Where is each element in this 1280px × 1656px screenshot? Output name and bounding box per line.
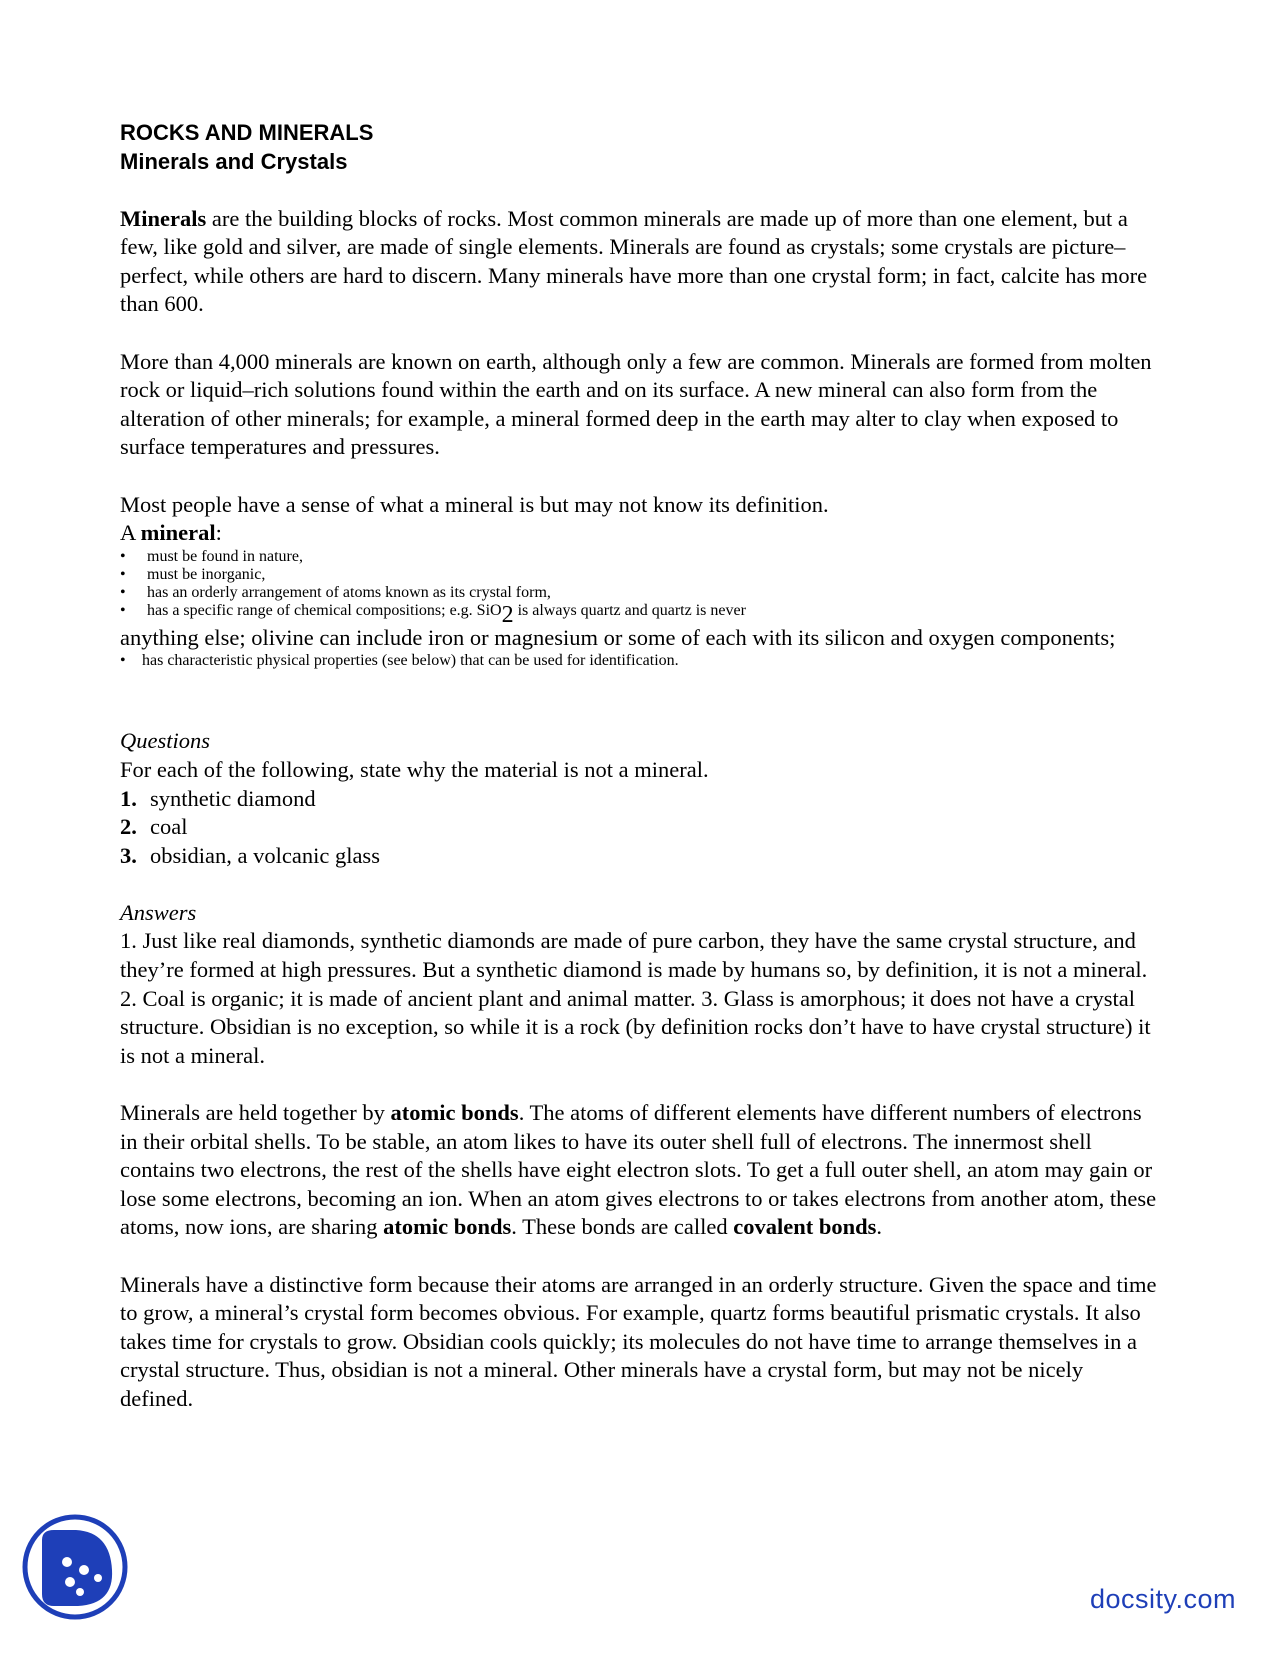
list-item: • has characteristic physical properties (see below) that can be used for identification. [120,652,679,670]
list-item: • has an orderly arrangement of atoms known as its crystal form, [120,583,551,601]
list-item-continuation: anything else; olivine can include iron or magnesium or some of each with its silicon and oxygen components; [120,624,1116,650]
list-item: • must be found in nature, [120,547,303,565]
answers-heading: Answers [120,899,197,925]
document-subtitle: Minerals and Crystals [120,149,348,174]
question-item: 3. obsidian, a volcanic glass [120,842,380,868]
paragraph-atomic-bonds: Minerals are held together by atomic bonds. The atoms of different elements have different numbers of electrons in their orbital shells. To be stable, an atom likes to have its outer shell full of electrons. The innermost shell contains two electrons, the rest of the shells have eight electron slots. To get a full outer shell, an atom may gain or lose some electrons, becoming an ion. When an atom gives electrons to or takes electrons from another atom, these atoms, now ions, are sharing atomic bonds. These bonds are called covalent bonds. [120,1100,1157,1240]
definition-intro: Most people have a sense of what a mineral is but may not know its definition. [120,491,829,517]
list-item: • has a specific range of chemical compositions; e.g. SiO$_2$ is always quartz and quartz is never [120,601,746,628]
questions-intro: For each of the following, state why the material is not a mineral. [120,756,709,782]
document-title: ROCKS AND MINERALS [120,120,374,145]
definition-lead: A mineral: [120,520,222,546]
question-item: 1. synthetic diamond [120,785,316,811]
answers-text: 1. Just like real diamonds, synthetic diamonds are made of pure carbon, they have the same crystal structure, and they’re formed at high pressures. But a synthetic diamond is made by humans so, by definition, it is not a mineral. 2. Coal is organic; it is made of ancient plant and animal matter. 3. Glass is amorphous; it does not have a crystal structure. Obsidian is no exception, so while it is a rock (by definition rocks don’t have to have crystal structure) it is not a mineral. [120,928,1151,1068]
docsity-logo-icon [20,1512,130,1622]
paragraph-crystal-form: Minerals have a distinctive form because their atoms are arranged in an orderly structure. Given the space and time to grow, a mineral’s crystal form becomes obvious. For example, quartz forms beautiful prismatic crystals. It also takes time for crystals to grow. Obsidian cools quickly; its molecules do not have time to arrange themselves in a crystal structure. Thus, obsidian is not a mineral. Other minerals have a crystal form, but may not be nicely defined. [120,1271,1157,1411]
docsity-brand-link[interactable]: docsity.com [1089,1584,1236,1614]
paragraph-formation: More than 4,000 minerals are known on earth, although only a few are common. Minerals are formed from molten rock or liquid–rich solutions found within the earth and on its surface. A new mineral can also form from the alteration of other minerals; for example, a mineral formed deep in the earth may alter to clay when exposed to surface temperatures and pressures. [120,348,1152,460]
document-page [120,118,1160,1414]
question-item: 2. coal [120,814,188,840]
term-minerals: Minerals [120,205,207,231]
paragraph-minerals: Minerals are the building blocks of rocks. Most common minerals are made up of more than one element, but a few, like gold and silver, are made of single elements. Minerals are found as crystals; some crystals are picture–perfect, while others are hard to discern. Many minerals have more than one crystal form; in fact, calcite has more than 600. [120,205,1148,317]
list-item: • must be inorganic, [120,565,266,583]
questions-heading: Questions [120,728,210,754]
